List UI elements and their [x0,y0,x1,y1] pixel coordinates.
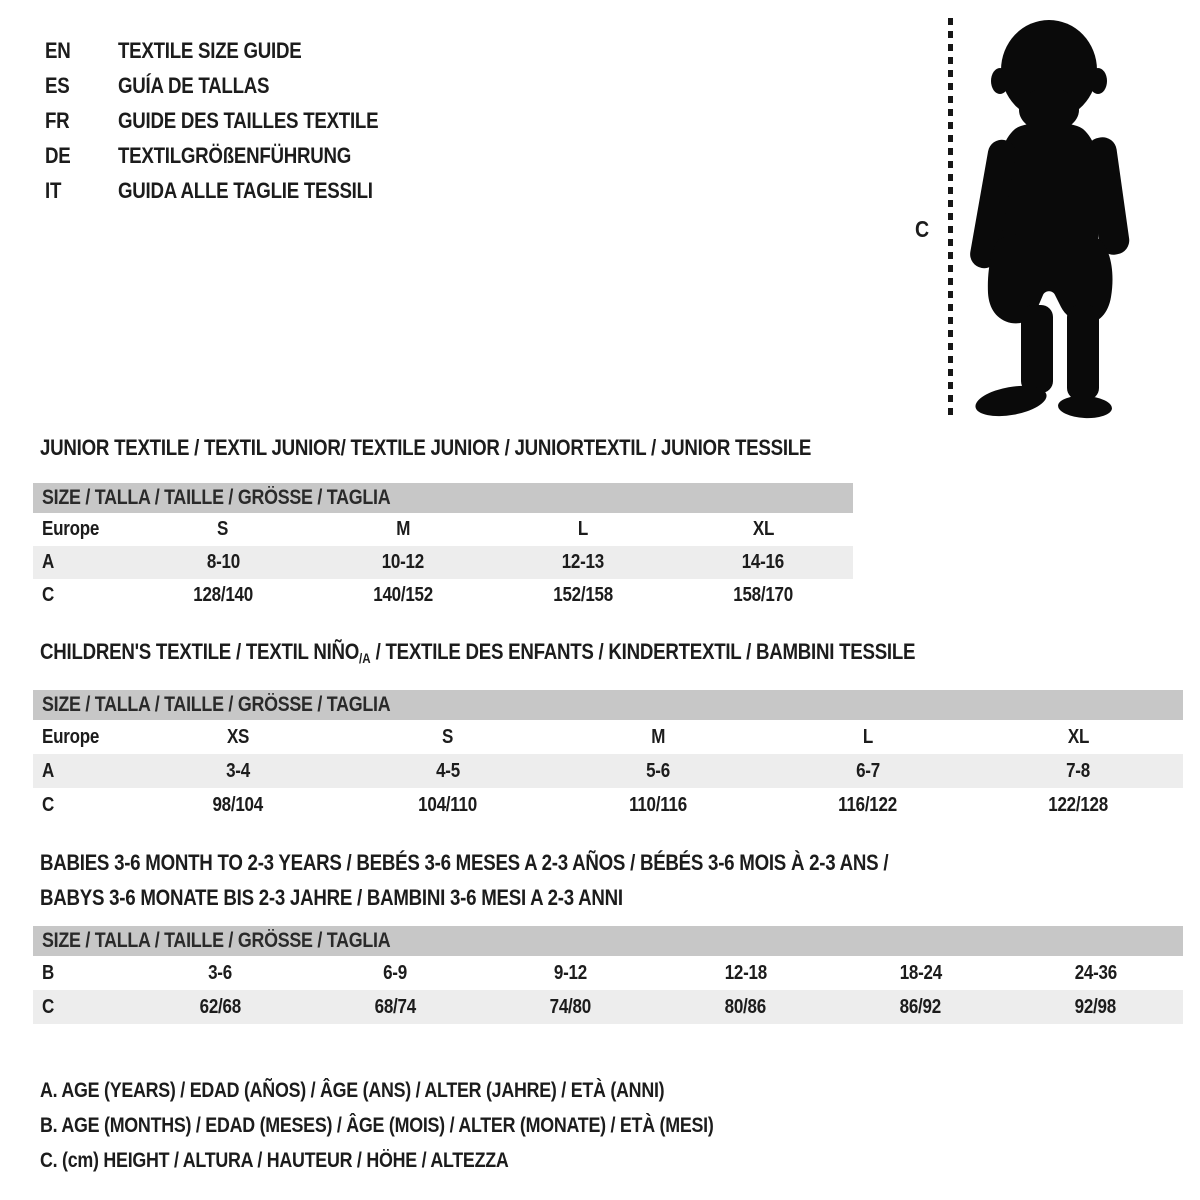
cell-text: B [42,961,55,984]
value-cell [763,794,973,817]
cell-text: 80/86 [724,995,767,1018]
cell-text: C [42,793,55,816]
cell-text: 3-6 [208,961,233,984]
value-cell [343,760,553,783]
junior-section-title: JUNIOR TEXTILE / TEXTIL JUNIOR/ TEXTILE JUNIOR / JUNIORTEXTIL / JUNIOR TESSILE [40,435,812,460]
table-row [33,754,1183,788]
value-cell [483,962,658,985]
cell-text: 62/68 [199,995,242,1018]
guide-title: GUÍA DE TALLAS [118,72,270,98]
legend-text: C. (cm) HEIGHT / ALTURA / HAUTEUR / HÖHE / ALTEZZA [40,1148,509,1172]
value-cell [313,551,493,574]
cell-text: 4-5 [436,759,460,782]
value-cell [308,962,483,985]
value-cell [133,760,343,783]
value-cell [973,726,1183,749]
row-label-cell [33,584,133,607]
cell-text: 12-13 [561,551,605,573]
cell-text: 98/104 [212,793,264,816]
language-code: FR [45,107,70,133]
row-label-cell [33,551,133,574]
value-cell [133,794,343,817]
size-table-header-label: SIZE / TALLA / TAILLE / GRÖSSE / TAGLIA [42,929,391,952]
value-cell [658,962,833,985]
value-cell [343,726,553,749]
cell-text: 9-12 [553,961,588,984]
cell-text: 104/110 [418,793,478,816]
row-label-cell [33,760,133,783]
cell-text: M [651,725,665,748]
children-title-suffix: / TEXTILE DES ENFANTS / KINDERTEXTIL / BAMBINI TESSILE [370,639,916,664]
language-row [45,173,424,208]
babies-title-line1: BABIES 3-6 MONTH TO 2-3 YEARS / BEBÉS 3-6 MESES A 2-3 AÑOS / BÉBÉS 3-6 MOIS À 2-3 ANS / [40,850,889,875]
value-cell [763,760,973,783]
cell-text: XL [1067,725,1089,748]
value-cell [673,551,853,574]
value-cell [553,794,763,817]
baby-silhouette [963,17,1135,419]
value-cell [553,726,763,749]
row-label-cell [33,726,133,749]
cell-text: 158/170 [733,584,793,606]
value-cell [833,996,1008,1019]
children-title-prefix: CHILDREN'S TEXTILE / TEXTIL NIÑO [40,639,360,664]
value-cell [658,996,833,1019]
value-cell [763,726,973,749]
value-cell [673,584,853,607]
cell-text: 12-18 [724,961,767,984]
cell-text: XL [752,518,774,540]
cell-text: 152/158 [553,584,613,606]
language-row [45,103,424,138]
size-table-header-label: SIZE / TALLA / TAILLE / GRÖSSE / TAGLIA [42,693,391,716]
language-list [45,33,424,208]
cell-text: 10-12 [381,551,425,573]
table-body [33,720,1183,822]
cell-text: 6-7 [856,759,880,782]
cell-text: 8-10 [206,551,240,573]
babies-size-table [33,926,1183,1024]
cell-text: 6-9 [383,961,408,984]
height-measure-label: C [915,216,929,242]
height-measure-dashed-line [948,18,953,416]
table-row [33,720,1183,754]
legend-line-age-years [40,1073,832,1108]
cell-text: S [217,518,229,540]
cell-text: 122/128 [1048,793,1108,816]
cell-text: M [396,518,410,540]
cell-text: Europe [42,518,100,540]
value-cell [493,551,673,574]
value-cell [493,584,673,607]
value-cell [1008,962,1183,985]
legend-text: B. AGE (MONTHS) / EDAD (MESES) / ÂGE (MOIS) / ALTER (MONATE) / ETÀ (MESI) [40,1113,714,1137]
language-code: EN [45,37,71,63]
value-cell [553,760,763,783]
row-label-cell [33,962,133,985]
value-cell [133,584,313,607]
value-cell [133,726,343,749]
junior-size-table [33,483,853,612]
guide-title: GUIDE DES TAILLES TEXTILE [118,107,379,133]
language-row [45,138,424,173]
value-cell [973,794,1183,817]
cell-text: 68/74 [374,995,417,1018]
cell-text: 3-4 [226,759,250,782]
size-table-header [33,926,1183,956]
value-cell [1008,996,1183,1019]
value-cell [483,996,658,1019]
cell-text: 110/116 [629,793,687,816]
row-label-cell [33,996,133,1019]
value-cell [313,518,493,541]
language-code: ES [45,72,70,98]
cell-text: 128/140 [193,584,253,606]
row-label-cell [33,794,133,817]
table-row [33,788,1183,822]
cell-text: C [42,995,55,1018]
legend-line-height-cm [40,1143,832,1178]
cell-text: XS [226,725,250,748]
table-row [33,579,853,612]
cell-text: 5-6 [646,759,670,782]
value-cell [313,584,493,607]
cell-text: 7-8 [1066,759,1090,782]
children-section-title [40,641,1070,666]
language-code: IT [45,177,62,203]
table-row [33,956,1183,990]
table-body [33,513,853,612]
value-cell [133,962,308,985]
value-cell [133,518,313,541]
value-cell [343,794,553,817]
legend [40,1073,832,1178]
guide-title: TEXTILE SIZE GUIDE [118,37,302,63]
cell-text: L [862,725,874,748]
legend-text: A. AGE (YEARS) / EDAD (AÑOS) / ÂGE (ANS) / ALTER (JAHRE) / ETÀ (ANNI) [40,1078,665,1102]
cell-text: 74/80 [549,995,592,1018]
guide-title: GUIDA ALLE TAGLIE TESSILI [118,177,373,203]
cell-text: 24-36 [1074,961,1117,984]
value-cell [133,551,313,574]
cell-text: 140/152 [373,584,433,606]
legend-line-age-months [40,1108,832,1143]
cell-text: S [442,725,454,748]
size-table-header [33,690,1183,720]
children-title-subscript: /A [359,651,371,666]
cell-text: C [42,584,55,606]
size-table-header-label: SIZE / TALLA / TAILLE / GRÖSSE / TAGLIA [42,486,391,509]
value-cell [308,996,483,1019]
cell-text: 86/92 [899,995,942,1018]
cell-text: A [42,551,55,573]
value-cell [673,518,853,541]
cell-text: Europe [42,725,100,748]
value-cell [133,996,308,1019]
value-cell [493,518,673,541]
value-cell [833,962,1008,985]
guide-title: TEXTILGRÖßENFÜHRUNG [118,142,352,168]
cell-text: 18-24 [899,961,942,984]
cell-text: 92/98 [1074,995,1117,1018]
cell-text: L [577,518,589,540]
table-row [33,546,853,579]
value-cell [973,760,1183,783]
babies-section-title [40,845,1038,915]
table-body [33,956,1183,1024]
table-row [33,990,1183,1024]
babies-title-line2: BABYS 3-6 MONATE BIS 2-3 JAHRE / BAMBINI 3-6 MESI A 2-3 ANNI [40,885,623,910]
language-code: DE [45,142,71,168]
children-size-table [33,690,1183,822]
cell-text: A [42,759,55,782]
language-row [45,33,424,68]
table-row [33,513,853,546]
size-table-header [33,483,853,513]
language-row [45,68,424,103]
cell-text: 116/122 [838,793,898,816]
cell-text: 14-16 [741,551,785,573]
row-label-cell [33,518,133,541]
